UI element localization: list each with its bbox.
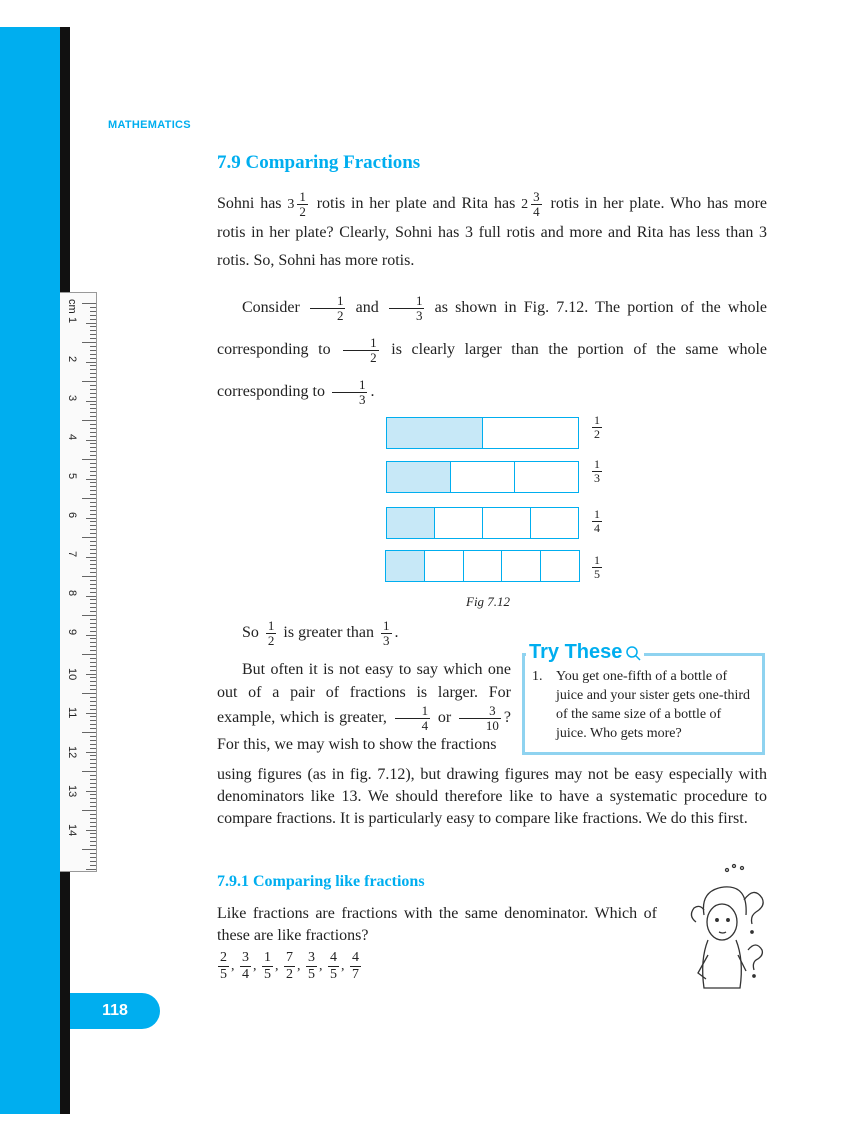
ruler-number: 14 bbox=[66, 824, 78, 837]
ruler-tick bbox=[82, 771, 96, 772]
ruler-tick bbox=[90, 354, 96, 355]
ruler-number: 8 bbox=[66, 590, 78, 597]
ruler-tick bbox=[86, 635, 96, 636]
ruler-tick bbox=[90, 658, 96, 659]
ruler-tick bbox=[90, 584, 96, 585]
ruler-tick bbox=[90, 697, 96, 698]
ruler-tick bbox=[90, 701, 96, 702]
fraction-bar-third bbox=[386, 461, 579, 493]
ruler-unit-label: cm bbox=[66, 299, 78, 314]
ruler-tick bbox=[90, 560, 96, 561]
ruler-tick bbox=[90, 408, 96, 409]
paragraph-but-often-continued: using figures (as in fig. 7.12), but drawing figures may not be easy especially with denominators like 13. We should therefore like to have a systematic procedure to compare fractions. It is particularly easy to compare like fractions. We do this first. bbox=[217, 766, 767, 827]
ruler-number: 7 bbox=[66, 551, 78, 558]
ruler-tick bbox=[90, 521, 96, 522]
fraction-bar-quarter bbox=[386, 507, 579, 539]
ruler-tick bbox=[90, 385, 96, 386]
ruler-tick bbox=[82, 420, 96, 421]
ruler-tick bbox=[90, 553, 96, 554]
ruler-tick bbox=[90, 326, 96, 327]
ruler-number: 1 bbox=[66, 317, 78, 324]
magnifier-icon bbox=[625, 645, 641, 661]
fraction-item: $\frac{1}{5}$ bbox=[264, 950, 271, 982]
ruler-number: 11 bbox=[66, 707, 78, 719]
ruler-tick bbox=[90, 397, 96, 398]
ruler-tick bbox=[86, 479, 96, 480]
try-these-item bbox=[532, 667, 754, 743]
bar-cell bbox=[502, 551, 541, 581]
ruler-tick bbox=[90, 709, 96, 710]
ruler-tick bbox=[90, 416, 96, 417]
ruler-tick bbox=[86, 674, 96, 675]
ruler-tick bbox=[90, 806, 96, 807]
figure-caption: Fig 7.12 bbox=[466, 594, 511, 609]
ruler-tick bbox=[90, 467, 96, 468]
paragraph-but-often: But often it is not easy to say which one out of a pair of fractions is larger. For example, which is greater, $\frac{1}{4}$ or $\frac{3}{10}$ ? For this, we may wish to show the fractions bbox=[217, 661, 512, 753]
ruler-tick bbox=[90, 681, 96, 682]
ruler-tick bbox=[90, 845, 96, 846]
ruler-tick bbox=[90, 627, 96, 628]
ruler-tick bbox=[90, 510, 96, 511]
ruler-tick bbox=[82, 303, 96, 304]
ruler-tick bbox=[90, 783, 96, 784]
bar-cell bbox=[515, 462, 578, 492]
ruler-tick bbox=[90, 525, 96, 526]
ruler-tick bbox=[90, 315, 96, 316]
ruler-tick bbox=[90, 490, 96, 491]
ruler-tick bbox=[90, 787, 96, 788]
bar-cell-shaded bbox=[387, 508, 435, 538]
like-fractions-list: $\frac{2}{5}$ , $\frac{3}{4}$ , $\frac{1}{5}$ , $\frac{7}{2}$ , $\frac{3}{5}$ , $\frac{4}{5}$ , $\frac{4}{7}$ bbox=[220, 950, 359, 982]
ruler-tick bbox=[90, 748, 96, 749]
ruler-tick bbox=[90, 619, 96, 620]
ruler-tick bbox=[86, 713, 96, 714]
ruler-tick bbox=[90, 767, 96, 768]
ruler-tick bbox=[90, 350, 96, 351]
ruler-tick bbox=[90, 541, 96, 542]
bar-cell bbox=[425, 551, 464, 581]
ruler-tick bbox=[86, 518, 96, 519]
ruler-tick bbox=[90, 603, 96, 604]
bar-label-third: $\frac{1}{3}$ bbox=[594, 457, 600, 485]
ruler-tick bbox=[90, 759, 96, 760]
bar-cell bbox=[435, 508, 483, 538]
bar-cell-shaded bbox=[387, 418, 483, 448]
ruler-tick bbox=[86, 791, 96, 792]
ruler-tick bbox=[90, 568, 96, 569]
ruler-number: 2 bbox=[66, 356, 78, 363]
ruler-number: 13 bbox=[66, 785, 78, 798]
ruler-tick bbox=[90, 463, 96, 464]
ruler-tick bbox=[82, 459, 96, 460]
ruler-tick bbox=[90, 307, 96, 308]
ruler-tick bbox=[90, 486, 96, 487]
ruler-tick bbox=[90, 720, 96, 721]
try-these-item-text: You get one-fifth of a bottle of juice and your sister gets one-third of the same size of a bottle of juice. Who gets more? bbox=[556, 669, 751, 741]
ruler-tick bbox=[90, 545, 96, 546]
ruler-tick bbox=[86, 596, 96, 597]
ruler-tick bbox=[90, 404, 96, 405]
ruler-tick bbox=[90, 631, 96, 632]
paragraph-consider: Consider $\frac{1}{2}$ and $\frac{1}{3}$ as shown in Fig. 7.12. The portion of the whole corresponding to $\frac{1}{2}$ is clearly larger than the portion of the same whole corresponding to $\frac{1}{3}$ . bbox=[217, 292, 767, 407]
ruler-tick bbox=[90, 455, 96, 456]
ruler-tick bbox=[82, 693, 96, 694]
try-these-title bbox=[526, 641, 644, 664]
ruler-tick bbox=[90, 338, 96, 339]
try-these-box bbox=[522, 641, 765, 755]
ruler-tick bbox=[90, 728, 96, 729]
ruler-tick bbox=[90, 389, 96, 390]
ruler-tick bbox=[90, 369, 96, 370]
ruler-tick bbox=[82, 810, 96, 811]
ruler-tick bbox=[90, 393, 96, 394]
ruler-tick bbox=[90, 638, 96, 639]
ruler-tick bbox=[90, 662, 96, 663]
ruler-number: 3 bbox=[66, 395, 78, 402]
ruler-tick bbox=[90, 599, 96, 600]
ruler-tick bbox=[90, 412, 96, 413]
ruler-tick bbox=[90, 471, 96, 472]
ruler-tick bbox=[90, 572, 96, 573]
ruler-tick bbox=[90, 580, 96, 581]
fraction-item: $\frac{3}{5}$ bbox=[308, 950, 315, 982]
ruler-tick bbox=[86, 830, 96, 831]
bar-label-fifth: $\frac{1}{5}$ bbox=[594, 553, 600, 581]
ruler-number: 10 bbox=[66, 668, 78, 681]
ruler-tick bbox=[90, 841, 96, 842]
ruler-tick bbox=[90, 763, 96, 764]
ruler-tick bbox=[90, 451, 96, 452]
ruler-tick bbox=[90, 814, 96, 815]
paragraph-so: So $\frac{1}{2}$ is greater than $\frac{1}{3}$ . bbox=[242, 618, 399, 648]
ruler-tick bbox=[86, 401, 96, 402]
ruler-tick bbox=[90, 358, 96, 359]
ruler-tick bbox=[86, 869, 96, 870]
ruler-number: 5 bbox=[66, 473, 78, 480]
ruler-tick bbox=[90, 443, 96, 444]
ruler-tick bbox=[90, 436, 96, 437]
ruler-tick bbox=[90, 334, 96, 335]
bar-cell bbox=[464, 551, 503, 581]
ruler-number: 6 bbox=[66, 512, 78, 519]
ruler-tick bbox=[90, 311, 96, 312]
ruler-tick bbox=[90, 685, 96, 686]
ruler-number: 12 bbox=[66, 746, 78, 759]
ruler-tick bbox=[82, 537, 96, 538]
try-these-title-text: Try These bbox=[529, 641, 623, 663]
ruler-tick bbox=[90, 670, 96, 671]
ruler-tick bbox=[90, 623, 96, 624]
ruler-tick bbox=[90, 818, 96, 819]
ruler-tick bbox=[90, 833, 96, 834]
ruler-tick bbox=[82, 576, 96, 577]
ruler-tick bbox=[90, 432, 96, 433]
ruler-tick bbox=[86, 557, 96, 558]
ruler-tick bbox=[90, 857, 96, 858]
page-sidebar bbox=[0, 27, 60, 1114]
ruler-tick bbox=[90, 853, 96, 854]
ruler-tick bbox=[90, 802, 96, 803]
ruler-number: 9 bbox=[66, 629, 78, 636]
ruler-tick bbox=[82, 849, 96, 850]
thinking-girl-illustration bbox=[682, 860, 772, 1000]
ruler-tick bbox=[82, 654, 96, 655]
ruler-tick bbox=[82, 732, 96, 733]
ruler-tick bbox=[90, 506, 96, 507]
bar-cell bbox=[541, 551, 579, 581]
ruler-tick bbox=[86, 752, 96, 753]
ruler-tick bbox=[86, 440, 96, 441]
bar-cell bbox=[451, 462, 515, 492]
ruler-tick bbox=[90, 549, 96, 550]
subsection-heading: 7.9.1 Comparing like fractions bbox=[217, 873, 425, 890]
ruler-tick bbox=[90, 650, 96, 651]
ruler-tick bbox=[90, 607, 96, 608]
ruler-tick bbox=[90, 755, 96, 756]
ruler-tick bbox=[90, 529, 96, 530]
running-head: MATHEMATICS bbox=[108, 119, 191, 131]
fraction-item: $\frac{4}{5}$ bbox=[330, 950, 337, 982]
bar-cell bbox=[531, 508, 578, 538]
ruler-tick bbox=[90, 798, 96, 799]
ruler-tick bbox=[90, 705, 96, 706]
ruler-tick bbox=[90, 502, 96, 503]
ruler-tick bbox=[90, 365, 96, 366]
ruler-tick bbox=[90, 779, 96, 780]
bar-label-half: $\frac{1}{2}$ bbox=[594, 413, 600, 441]
ruler-tick bbox=[90, 373, 96, 374]
ruler-tick bbox=[82, 342, 96, 343]
ruler-tick bbox=[90, 564, 96, 565]
ruler-tick bbox=[90, 346, 96, 347]
ruler-tick bbox=[90, 533, 96, 534]
bar-cell bbox=[483, 508, 531, 538]
ruler-tick bbox=[90, 482, 96, 483]
ruler-tick bbox=[90, 475, 96, 476]
ruler-tick bbox=[90, 724, 96, 725]
fraction-item: $\frac{2}{5}$ bbox=[220, 950, 227, 982]
ruler-tick bbox=[90, 377, 96, 378]
ruler-tick bbox=[90, 592, 96, 593]
ruler-tick bbox=[90, 447, 96, 448]
ruler-tick bbox=[90, 865, 96, 866]
bar-cell bbox=[483, 418, 578, 448]
ruler-tick bbox=[90, 677, 96, 678]
ruler-tick bbox=[90, 775, 96, 776]
bar-cell-shaded bbox=[387, 462, 451, 492]
ruler-tick bbox=[90, 716, 96, 717]
ruler-tick bbox=[90, 740, 96, 741]
ruler-tick bbox=[90, 330, 96, 331]
ruler-tick bbox=[90, 646, 96, 647]
ruler-tick bbox=[86, 362, 96, 363]
ruler-tick bbox=[90, 514, 96, 515]
fraction-item: $\frac{4}{7}$ bbox=[352, 950, 359, 982]
ruler-tick bbox=[90, 744, 96, 745]
fraction-bar-fifth bbox=[385, 550, 580, 582]
section-heading: 7.9 Comparing Fractions bbox=[217, 152, 421, 173]
ruler-tick bbox=[90, 861, 96, 862]
ruler-tick bbox=[90, 837, 96, 838]
ruler-tick bbox=[82, 381, 96, 382]
ruler-tick bbox=[90, 642, 96, 643]
ruler-tick bbox=[82, 498, 96, 499]
ruler-tick bbox=[86, 323, 96, 324]
ruler-tick bbox=[82, 615, 96, 616]
ruler-tick bbox=[90, 666, 96, 667]
ruler-tick bbox=[90, 736, 96, 737]
ruler-tick bbox=[90, 424, 96, 425]
ruler-tick bbox=[90, 319, 96, 320]
ruler-tick bbox=[90, 689, 96, 690]
ruler bbox=[60, 292, 97, 872]
bar-label-quarter: $\frac{1}{4}$ bbox=[594, 507, 600, 535]
ruler-tick bbox=[90, 826, 96, 827]
ruler-tick bbox=[90, 611, 96, 612]
ruler-tick bbox=[90, 494, 96, 495]
ruler-tick bbox=[90, 822, 96, 823]
fraction-bar-half bbox=[386, 417, 579, 449]
page-number: 118 bbox=[70, 993, 160, 1029]
ruler-tick bbox=[90, 794, 96, 795]
paragraph-sohni: Sohni has 3 $\frac{1}{2}$ rotis in her plate and Rita has 2 $\frac{3}{4}$ rotis in her plate. Who has more rotis in her plate? Clearly, Sohni has 3 full rotis and more and Rita has less than 3 rotis. So, Sohni has more rotis. bbox=[217, 189, 768, 270]
fraction-item: $\frac{7}{2}$ bbox=[286, 950, 293, 982]
try-these-item-index: 1. bbox=[532, 669, 543, 684]
bar-cell-shaded bbox=[386, 551, 425, 581]
ruler-tick bbox=[90, 588, 96, 589]
paragraph-like-fractions: Like fractions are fractions with the same denominator. Which of these are like fractions? bbox=[217, 905, 657, 944]
fraction-item: $\frac{3}{4}$ bbox=[242, 950, 249, 982]
ruler-tick bbox=[90, 428, 96, 429]
ruler-number: 4 bbox=[66, 434, 78, 441]
